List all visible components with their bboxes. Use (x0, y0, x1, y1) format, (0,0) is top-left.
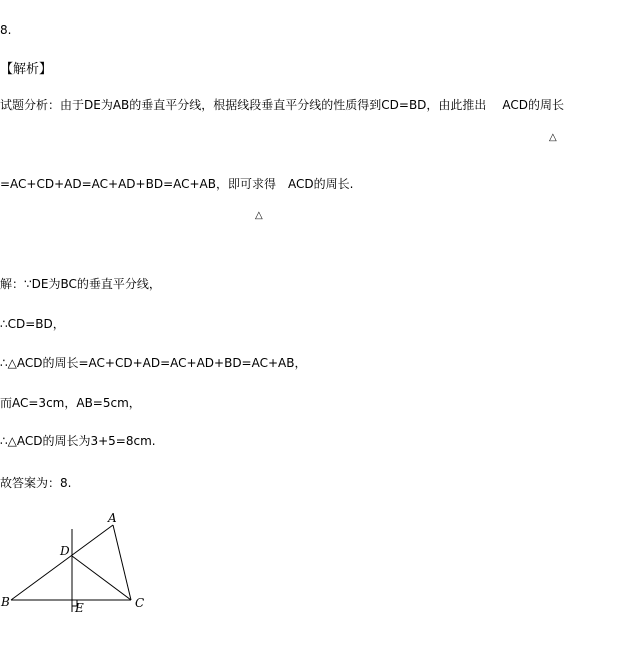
analysis-line-1 (0, 97, 564, 113)
label-E: E (75, 601, 84, 615)
label-A: A (108, 511, 117, 525)
solution-line-4: 而AC=3cm，AB=5cm， (0, 396, 141, 410)
label-C: C (135, 596, 145, 610)
solution-line-5: ∴△ACD的周长为3+5=8cm. (0, 434, 156, 448)
analysis-section-title: 【解析】 (0, 62, 53, 77)
triangle-figure (0, 505, 170, 635)
analysis-line-2-text: =AC+CD+AD=AC+AD+BD=AC+AB，即可求得 (0, 177, 277, 191)
label-B: B (1, 595, 10, 609)
triangle-symbol: △ (549, 132, 557, 143)
analysis-line-1-text: 试题分析：由于DE为AB的垂直平分线，根据线段垂直平分线的性质得到CD=BD，由此推出 (0, 98, 487, 112)
segment-BA (11, 525, 113, 600)
label-D: D (60, 544, 70, 558)
answer-number: 8. (0, 23, 12, 37)
analysis-line-2-tail: ACD的周长. (288, 177, 354, 191)
solution-line-3: ∴△ACD的周长=AC+CD+AD=AC+AD+BD=AC+AB， (0, 356, 307, 370)
solution-line-1: 解：∵DE为BC的垂直平分线， (0, 277, 161, 291)
triangle-symbol: △ (255, 210, 263, 221)
solution-line-6: 故答案为：8. (0, 476, 72, 490)
analysis-line-1-tail: ACD的周长 (502, 98, 565, 112)
analysis-line-2 (0, 176, 353, 192)
solution-line-2: ∴CD=BD， (0, 317, 65, 331)
